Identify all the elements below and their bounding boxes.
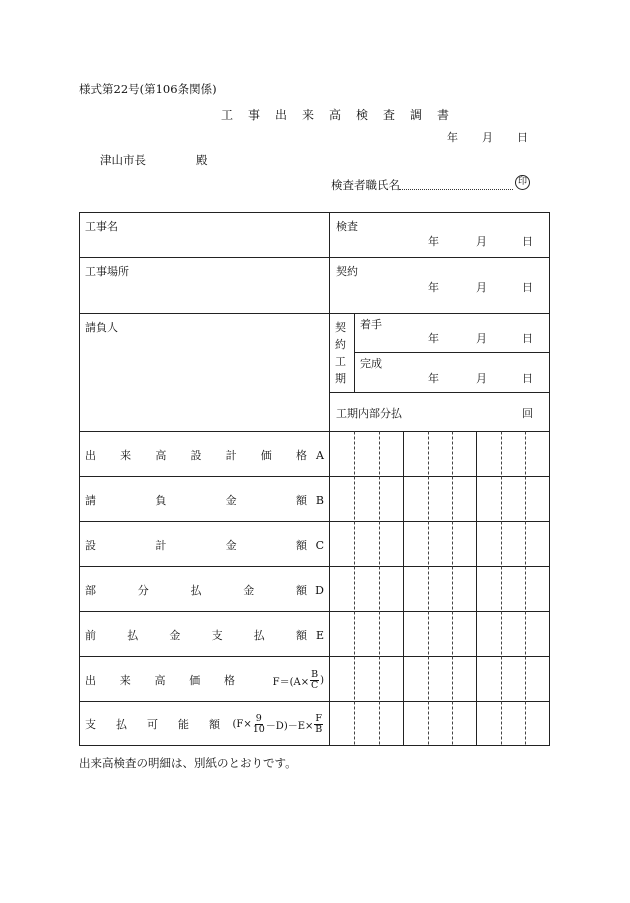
- inspection-month: 月: [476, 235, 487, 248]
- completion-month: 月: [476, 372, 487, 385]
- contract-month: 月: [476, 281, 487, 294]
- construction-site-label: 工事場所: [85, 265, 129, 278]
- inspection-label: 検査: [336, 220, 358, 233]
- start-month: 月: [476, 332, 487, 345]
- inspector-label: 検査者職氏名: [331, 178, 400, 192]
- header-date-month: 月: [482, 131, 493, 144]
- row-e-label: [85, 627, 324, 643]
- row-a-text: 出 来 高 設 計 価 格: [85, 449, 307, 462]
- row-g-formula-mid: －D)－E×: [265, 720, 314, 732]
- form-number: 様式第22号(第106条関係): [79, 82, 217, 96]
- row-c-suffix: C: [315, 538, 324, 552]
- row-g-den1: 10: [252, 723, 265, 735]
- contract-period-label: 契約工期: [335, 321, 346, 385]
- completion-label: 完成: [360, 357, 382, 370]
- construction-name-label: 工事名: [85, 220, 118, 233]
- row-e-suffix: E: [315, 628, 324, 642]
- row-g-num1: 9: [255, 712, 262, 724]
- row-f-den: C: [310, 679, 319, 691]
- document-title: 工事出来高検査調書: [220, 108, 464, 122]
- row-g-formula-pre: (F×: [232, 718, 252, 730]
- row-c-text: 設 計 金 額: [85, 539, 307, 552]
- addressee: 津山市長: [100, 153, 146, 167]
- contract-year: 年: [428, 281, 439, 294]
- footer-note: 出来高検査の明細は、別紙のとおりです。: [79, 756, 297, 770]
- honorific: 殿: [196, 153, 208, 167]
- start-label: 着手: [360, 318, 382, 331]
- contract-label: 契約: [336, 265, 358, 278]
- row-d-text: 部 分 払 金 額: [85, 584, 307, 597]
- completion-day: 日: [522, 372, 533, 385]
- contractor-label: 請負人: [85, 321, 118, 334]
- row-b-suffix: B: [315, 493, 324, 507]
- partial-payment-label: 工期内部分払: [336, 407, 402, 420]
- row-f-label: [85, 667, 324, 693]
- row-f-num: B: [311, 668, 319, 680]
- row-a-label: [85, 447, 324, 463]
- start-year: 年: [428, 332, 439, 345]
- inspection-year: 年: [428, 235, 439, 248]
- row-a-suffix: A: [316, 448, 324, 462]
- start-day: 日: [522, 332, 533, 345]
- header-date-year: 年: [447, 131, 458, 144]
- row-d-label: [85, 582, 324, 598]
- row-g-num2: F: [315, 712, 322, 724]
- row-f-formula-post: ): [320, 674, 324, 686]
- contract-day: 日: [522, 281, 533, 294]
- row-b-text: 請 負 金 額: [85, 494, 307, 507]
- row-g-fraction-2: [314, 714, 323, 735]
- inspection-day: 日: [522, 235, 533, 248]
- row-e-text: 前 払 金 支 払 額: [85, 629, 307, 642]
- row-f-formula-pre: F＝(A×: [272, 676, 310, 688]
- seal-mark: 印: [515, 175, 530, 190]
- row-b-label: [85, 492, 324, 508]
- header-date-day: 日: [517, 131, 528, 144]
- row-g-label: [85, 711, 324, 737]
- row-c-label: [85, 537, 324, 553]
- row-g-den2: B: [315, 723, 323, 735]
- row-g-formula: [232, 714, 324, 735]
- row-f-formula: [273, 670, 324, 691]
- row-f-text: 出 来 高 価 格: [85, 674, 235, 687]
- row-g-fraction-1: [253, 714, 265, 735]
- row-f-fraction: [310, 670, 319, 691]
- row-d-suffix: D: [315, 583, 324, 597]
- row-g-text: 支 払 可 能 額: [85, 718, 220, 731]
- partial-payment-times: 回: [522, 407, 533, 420]
- completion-year: 年: [428, 372, 439, 385]
